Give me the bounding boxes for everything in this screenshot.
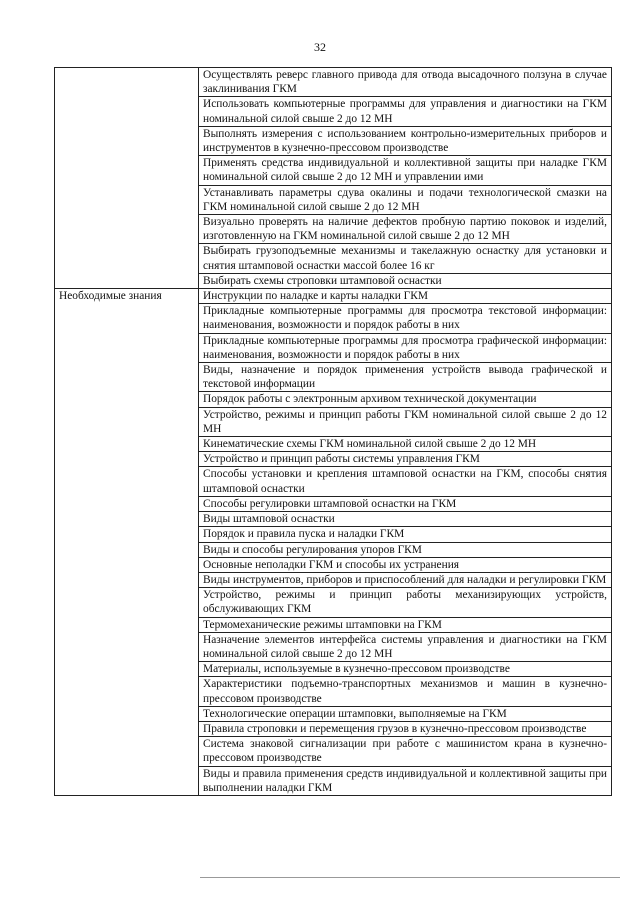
skill-item: Устанавливать параметры сдува окалины и подачи технологической смазки на ГКМ номинальной силой свыше 2 до 12 МН (199, 185, 612, 214)
knowledge-item: Виды инструментов, приборов и приспособлений для наладки и регулировки ГКМ (199, 572, 612, 587)
bottom-rule (200, 877, 620, 878)
knowledge-item: Прикладные компьютерные программы для просмотра графической информации: наименования, возможности и порядок работы в них (199, 333, 612, 362)
table-row (55, 68, 612, 97)
skills-label-cell (55, 68, 199, 289)
knowledge-item: Способы установки и крепления штамповой оснастки на ГКМ, способы снятия штамповой оснастки (199, 467, 612, 496)
skill-item: Применять средства индивидуальной и коллективной защиты при наладке ГКМ номинальной силой свыше 2 до 12 МН и управлении ими (199, 156, 612, 185)
knowledge-item: Порядок работы с электронным архивом технической документации (199, 392, 612, 407)
knowledge-item: Термомеханические режимы штамповки на ГКМ (199, 617, 612, 632)
knowledge-item: Виды, назначение и порядок применения устройств вывода графической и текстовой информации (199, 363, 612, 392)
skill-item: Визуально проверять на наличие дефектов пробную партию поковок и изделий, изготовленную на ГКМ номинальной силой свыше 2 до 12 МН (199, 215, 612, 244)
knowledge-item: Система знаковой сигнализации при работе с машинистом крана в кузнечно-прессовом производстве (199, 737, 612, 766)
skill-item: Выбирать грузоподъемные механизмы и такелажную оснастку для установки и снятия штамповой оснастки массой более 16 кг (199, 244, 612, 273)
knowledge-item: Устройство и принцип работы системы управления ГКМ (199, 452, 612, 467)
knowledge-item: Виды и способы регулирования упоров ГКМ (199, 542, 612, 557)
skill-item: Использовать компьютерные программы для управления и диагностики на ГКМ номинальной силой свыше 2 до 12 МН (199, 97, 612, 126)
skill-item: Осуществлять реверс главного привода для отвода высадочного ползуна в случае заклинивания ГКМ (199, 68, 612, 97)
knowledge-item: Порядок и правила пуска и наладки ГКМ (199, 527, 612, 542)
knowledge-item: Виды штамповой оснастки (199, 512, 612, 527)
knowledge-item: Характеристики подъемно-транспортных механизмов и машин в кузнечно-прессовом производстве (199, 677, 612, 706)
requirements-table (54, 67, 612, 796)
table-row (55, 289, 612, 304)
knowledge-item: Инструкции по наладке и карты наладки ГКМ (199, 289, 612, 304)
knowledge-label: Необходимые знания (55, 289, 199, 796)
knowledge-item: Способы регулировки штамповой оснастки на ГКМ (199, 496, 612, 511)
knowledge-item: Виды и правила применения средств индивидуальной и коллективной защиты при выполнении наладки ГКМ (199, 766, 612, 795)
knowledge-item: Устройство, режимы и принцип работы механизирующих устройств, обслуживающих ГКМ (199, 588, 612, 617)
knowledge-item: Основные неполадки ГКМ и способы их устранения (199, 557, 612, 572)
knowledge-item: Прикладные компьютерные программы для просмотра текстовой информации: наименования, возможности и порядок работы в них (199, 304, 612, 333)
knowledge-item: Кинематические схемы ГКМ номинальной силой свыше 2 до 12 МН (199, 437, 612, 452)
skill-item: Выполнять измерения с использованием контрольно-измерительных приборов и инструментов в кузнечно-прессовом производстве (199, 126, 612, 155)
knowledge-item: Назначение элементов интерфейса системы управления и диагностики на ГКМ номинальной силой свыше 2 до 12 МН (199, 632, 612, 661)
knowledge-item: Технологические операции штамповки, выполняемые на ГКМ (199, 706, 612, 721)
knowledge-item: Устройство, режимы и принцип работы ГКМ номинальной силой свыше 2 до 12 МН (199, 407, 612, 436)
knowledge-item: Материалы, используемые в кузнечно-прессовом производстве (199, 662, 612, 677)
knowledge-item: Правила строповки и перемещения грузов в кузнечно-прессовом производстве (199, 721, 612, 736)
skill-item: Выбирать схемы строповки штамповой оснастки (199, 273, 612, 288)
page-number: 32 (314, 40, 326, 54)
